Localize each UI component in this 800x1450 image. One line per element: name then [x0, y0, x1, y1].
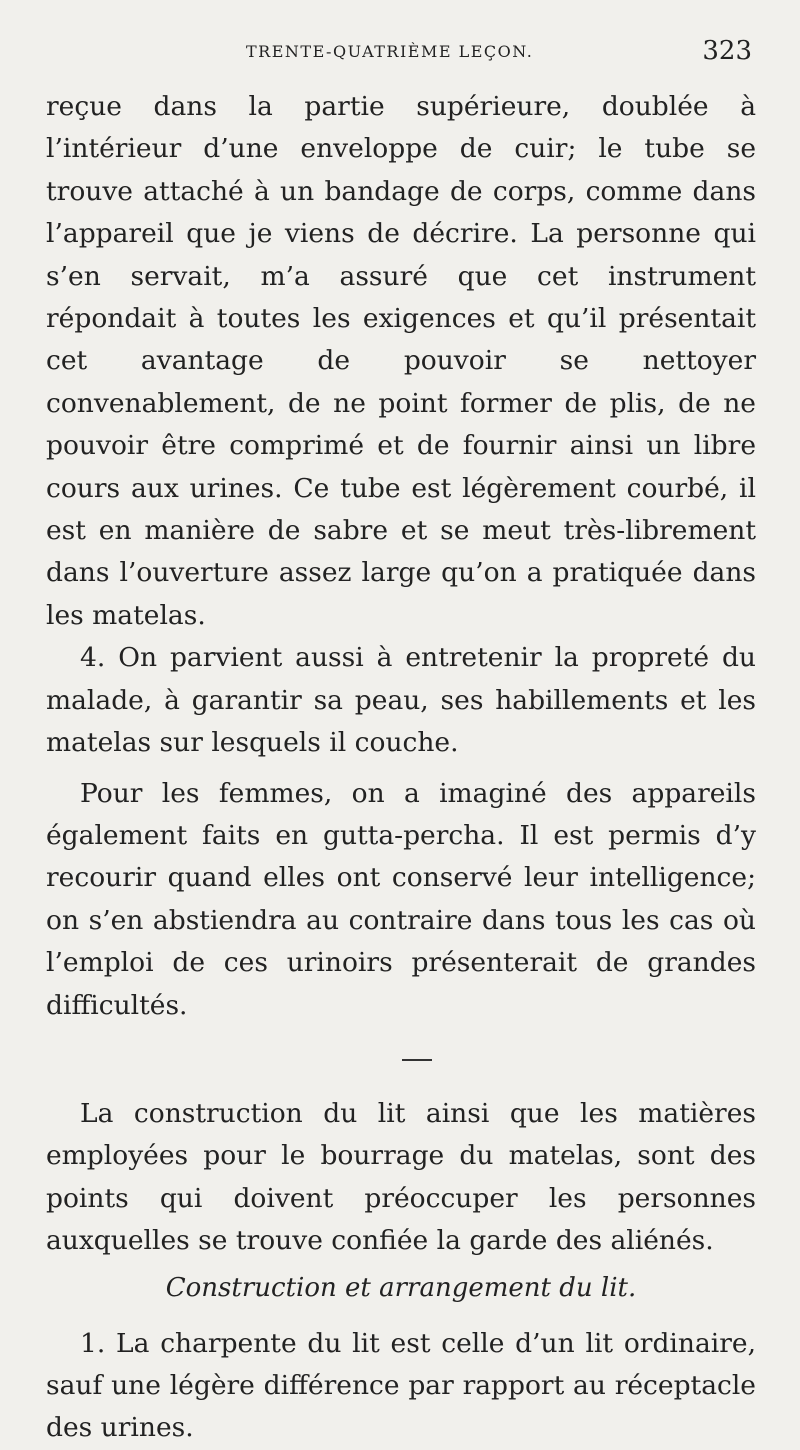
running-head-title: TRENTE-QUATRIÈME LEÇON.: [246, 42, 534, 61]
paragraph-item-1: 1. La charpente du lit est celle d’un lit ordinaire, sauf une légère différence par rapport au réceptacle des urines.: [46, 1327, 756, 1444]
paragraph-women-devices: Pour les femmes, on a imaginé des appareils également faits en gutta-percha. Il est permis d’y recourir quand elles ont conservé leur intelligence; on s’en abstiendra au contraire dans tous les cas où l’emploi de ces urinoirs présenterait de grandes difficultés.: [46, 777, 756, 1021]
paragraph-item-4: 4. On parvient aussi à entretenir la propreté du malade, à garantir sa peau, ses habillements et les matelas sur lesquels il couche.: [46, 642, 756, 759]
section-heading: Construction et arrangement du lit.: [165, 1272, 637, 1303]
paragraph-continued: reçue dans la partie supérieure, doublée à l’intérieur d’une enveloppe de cuir; le tube se trouve attaché à un bandage de corps, comme dans l’appareil que je viens de décrire. La personne qui s’en servait, m’a assuré que cet instrument répondait à toutes les exigences et qu’il présentait cet avantage de pouvoir se nettoyer convenablement, de ne point former de plis, de ne pouvoir être comprimé et de fournir ainsi un libre cours aux urines. Ce tube est légèrement courbé, il est en manière de sabre et se meut très-librement dans l’ouverture assez large qu’on a pratiquée dans les matelas.: [46, 91, 756, 631]
section-separator: [402, 1059, 432, 1061]
running-head: [46, 36, 752, 70]
body-text: [46, 86, 756, 1450]
page-number: 323: [702, 36, 752, 66]
paragraph-bed-construction-intro: La construction du lit ainsi que les matières employées pour le bourrage du matelas, sont des points qui doivent préoccuper les personnes auxquelles se trouve confiée la garde des aliénés.: [46, 1097, 756, 1257]
